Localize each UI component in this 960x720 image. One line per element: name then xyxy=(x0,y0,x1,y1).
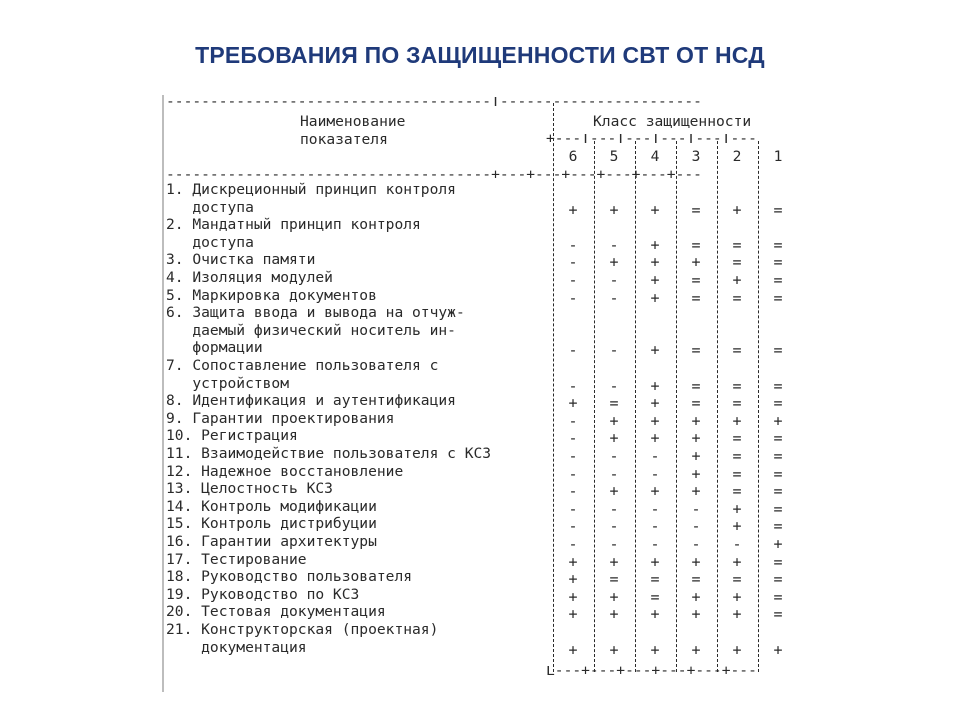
value-class-1: = xyxy=(773,394,783,413)
value-class-5: - xyxy=(609,535,619,553)
value-class-5: - xyxy=(609,288,619,307)
value-class-4: + xyxy=(650,253,660,272)
value-class-5: - xyxy=(609,447,619,465)
class-header-1: 1 xyxy=(773,148,783,165)
value-class-5: + xyxy=(609,482,619,501)
value-class-2: + xyxy=(732,552,742,571)
value-class-3: = xyxy=(691,288,701,307)
table-top-border: -------------------------------------Т----------------------- xyxy=(166,97,702,107)
value-class-3: + xyxy=(691,605,701,624)
value-class-5: = xyxy=(609,570,619,589)
value-class-3: + xyxy=(691,253,701,272)
value-class-1: = xyxy=(773,429,783,448)
value-class-2: = xyxy=(732,235,742,254)
value-class-3: = xyxy=(691,271,701,289)
column-separator xyxy=(717,141,718,672)
value-class-2: = xyxy=(732,482,742,501)
value-class-3: = xyxy=(691,570,701,589)
header-name-line1: Наименование xyxy=(300,113,406,130)
row-label-continuation: доступа xyxy=(166,198,254,216)
value-class-2: = xyxy=(732,341,742,360)
value-class-6: + xyxy=(568,640,578,659)
table-bottom-border: L---+---+---+---+---+--- xyxy=(546,666,757,676)
value-class-2: - xyxy=(732,535,742,553)
value-class-1: = xyxy=(773,271,783,289)
row-label-continuation: формации xyxy=(166,339,263,357)
value-class-6: - xyxy=(568,253,578,272)
value-class-2: + xyxy=(732,640,742,659)
value-class-2: = xyxy=(732,288,742,307)
row-label: 5. Маркировка документов xyxy=(166,286,377,304)
value-class-6: - xyxy=(568,341,578,360)
value-class-3: + xyxy=(691,482,701,501)
value-class-1: = xyxy=(773,552,783,571)
value-class-3: + xyxy=(691,587,701,606)
value-class-1: = xyxy=(773,570,783,589)
value-class-2: = xyxy=(732,253,742,272)
value-class-6: + xyxy=(568,605,578,624)
column-separator xyxy=(758,141,759,672)
value-class-1: = xyxy=(773,288,783,307)
value-class-6: + xyxy=(568,394,578,413)
value-class-6: - xyxy=(568,535,578,553)
value-class-6: + xyxy=(568,552,578,571)
value-class-3: = xyxy=(691,200,701,219)
row-label: 20. Тестовая документация xyxy=(166,603,386,621)
header-bottom-border: -------------------------------------+---+---+---+---+---+--- xyxy=(166,170,702,180)
value-class-3: = xyxy=(691,376,701,395)
column-separator xyxy=(635,141,636,672)
value-class-1: = xyxy=(773,447,783,465)
value-class-5: + xyxy=(609,552,619,571)
class-header-3: 3 xyxy=(691,148,701,165)
value-class-2: = xyxy=(732,394,742,413)
row-label-continuation: даемый физический носитель ин- xyxy=(166,321,456,339)
value-class-6: - xyxy=(568,411,578,430)
value-class-4: + xyxy=(650,411,660,430)
row-label: 1. Дискреционный принцип контроля xyxy=(166,181,456,198)
row-label: 6. Защита ввода и вывода на отчуж- xyxy=(166,304,465,322)
column-separator xyxy=(676,141,677,672)
value-class-2: + xyxy=(732,200,742,219)
row-label: 19. Руководство по КСЗ xyxy=(166,585,360,603)
header-class-divider: +---Т---Т---Т---Т---Т--- xyxy=(546,134,757,144)
value-class-5: - xyxy=(609,235,619,254)
value-class-3: - xyxy=(691,517,701,536)
value-class-2: = xyxy=(732,429,742,448)
class-header-2: 2 xyxy=(732,148,742,165)
value-class-4: - xyxy=(650,499,660,518)
value-class-1: = xyxy=(773,253,783,272)
row-label: 14. Контроль модификации xyxy=(166,497,377,515)
value-class-4: + xyxy=(650,200,660,219)
value-class-6: - xyxy=(568,482,578,501)
header-class-label: Класс защищенности xyxy=(593,113,752,130)
value-class-3: + xyxy=(691,447,701,465)
value-class-4: + xyxy=(650,271,660,289)
value-class-1: = xyxy=(773,587,783,606)
left-border-line xyxy=(162,95,164,692)
value-class-2: = xyxy=(732,376,742,395)
value-class-4: + xyxy=(650,429,660,448)
value-class-5: + xyxy=(609,200,619,219)
value-class-3: + xyxy=(691,640,701,659)
value-class-4: = xyxy=(650,570,660,589)
value-class-2: + xyxy=(732,517,742,536)
value-class-5: - xyxy=(609,499,619,518)
column-separator xyxy=(553,103,554,672)
value-class-1: = xyxy=(773,517,783,536)
value-class-1: = xyxy=(773,235,783,254)
value-class-3: + xyxy=(691,552,701,571)
value-class-5: + xyxy=(609,640,619,659)
value-class-4: + xyxy=(650,482,660,501)
value-class-3: = xyxy=(691,235,701,254)
class-header-5: 5 xyxy=(609,148,619,165)
slide-title: ТРЕБОВАНИЯ ПО ЗАЩИЩЕННОСТИ СВТ ОТ НСД xyxy=(195,42,765,68)
row-label: 3. Очистка памяти xyxy=(166,251,316,269)
value-class-5: - xyxy=(609,341,619,360)
value-class-1: + xyxy=(773,411,783,430)
class-header-4: 4 xyxy=(650,148,660,165)
row-label: 18. Руководство пользователя xyxy=(166,568,413,586)
value-class-3: = xyxy=(691,341,701,360)
value-class-5: + xyxy=(609,587,619,606)
value-class-4: + xyxy=(650,235,660,254)
row-label: 11. Взаимодействие пользователя с КСЗ xyxy=(166,445,492,462)
value-class-2: + xyxy=(732,411,742,430)
value-class-4: + xyxy=(650,394,660,413)
value-class-3: - xyxy=(691,535,701,553)
value-class-1: = xyxy=(773,482,783,501)
row-label: 17. Тестирование xyxy=(166,550,307,568)
value-class-4: + xyxy=(650,376,660,395)
value-class-2: = xyxy=(732,570,742,589)
row-label: 12. Надежное восстановление xyxy=(166,462,404,480)
value-class-5: + xyxy=(609,605,619,624)
value-class-5: + xyxy=(609,429,619,448)
value-class-5: - xyxy=(609,517,619,536)
header-name-line2: показателя xyxy=(300,131,388,148)
value-class-2: = xyxy=(732,447,742,465)
value-class-5: = xyxy=(609,394,619,413)
value-class-3: - xyxy=(691,499,701,518)
row-label: 7. Сопоставление пользователя с xyxy=(166,357,439,374)
value-class-6: - xyxy=(568,499,578,518)
value-class-3: + xyxy=(691,411,701,430)
value-class-6: - xyxy=(568,517,578,536)
value-class-6: - xyxy=(568,429,578,448)
value-class-4: + xyxy=(650,288,660,307)
value-class-4: + xyxy=(650,605,660,624)
value-class-6: + xyxy=(568,570,578,589)
value-class-2: + xyxy=(732,587,742,606)
row-label-continuation: документация xyxy=(166,638,307,656)
value-class-1: = xyxy=(773,499,783,518)
value-class-6: + xyxy=(568,200,578,219)
row-label: 8. Идентификация и аутентификация xyxy=(166,392,456,410)
value-class-5: - xyxy=(609,376,619,395)
value-class-5: + xyxy=(609,411,619,430)
value-class-1: = xyxy=(773,464,783,483)
value-class-3: = xyxy=(691,394,701,413)
row-label: 2. Мандатный принцип контроля xyxy=(166,216,421,234)
value-class-6: - xyxy=(568,235,578,254)
value-class-3: + xyxy=(691,429,701,448)
value-class-5: - xyxy=(609,464,619,483)
value-class-1: + xyxy=(773,640,783,659)
value-class-5: - xyxy=(609,271,619,289)
row-label: 15. Контроль дистрибуции xyxy=(166,515,377,533)
value-class-2: + xyxy=(732,605,742,624)
value-class-6: - xyxy=(568,288,578,307)
value-class-4: = xyxy=(650,587,660,606)
row-label-continuation: устройством xyxy=(166,374,290,392)
value-class-6: + xyxy=(568,587,578,606)
row-label: 21. Конструкторская (проектная) xyxy=(166,621,439,638)
value-class-4: - xyxy=(650,447,660,465)
column-separator xyxy=(594,141,595,672)
row-label: 16. Гарантии архитектуры xyxy=(166,533,377,550)
value-class-4: - xyxy=(650,517,660,536)
value-class-3: + xyxy=(691,464,701,483)
value-class-6: - xyxy=(568,271,578,289)
value-class-4: + xyxy=(650,640,660,659)
row-label: 4. Изоляция модулей xyxy=(166,269,333,286)
value-class-6: - xyxy=(568,464,578,483)
value-class-2: = xyxy=(732,464,742,483)
value-class-5: + xyxy=(609,253,619,272)
value-class-1: + xyxy=(773,535,783,553)
value-class-1: = xyxy=(773,341,783,360)
value-class-6: - xyxy=(568,447,578,465)
value-class-4: + xyxy=(650,552,660,571)
value-class-4: - xyxy=(650,464,660,483)
class-header-6: 6 xyxy=(568,148,578,165)
value-class-4: - xyxy=(650,535,660,553)
value-class-1: = xyxy=(773,376,783,395)
value-class-2: + xyxy=(732,499,742,518)
row-label-continuation: доступа xyxy=(166,233,254,251)
value-class-2: + xyxy=(732,271,742,289)
row-label: 10. Регистрация xyxy=(166,427,298,445)
value-class-4: + xyxy=(650,341,660,360)
value-class-1: = xyxy=(773,200,783,219)
row-label: 9. Гарантии проектирования xyxy=(166,409,395,427)
value-class-1: = xyxy=(773,605,783,624)
value-class-6: - xyxy=(568,376,578,395)
row-label: 13. Целостность КСЗ xyxy=(166,480,333,498)
